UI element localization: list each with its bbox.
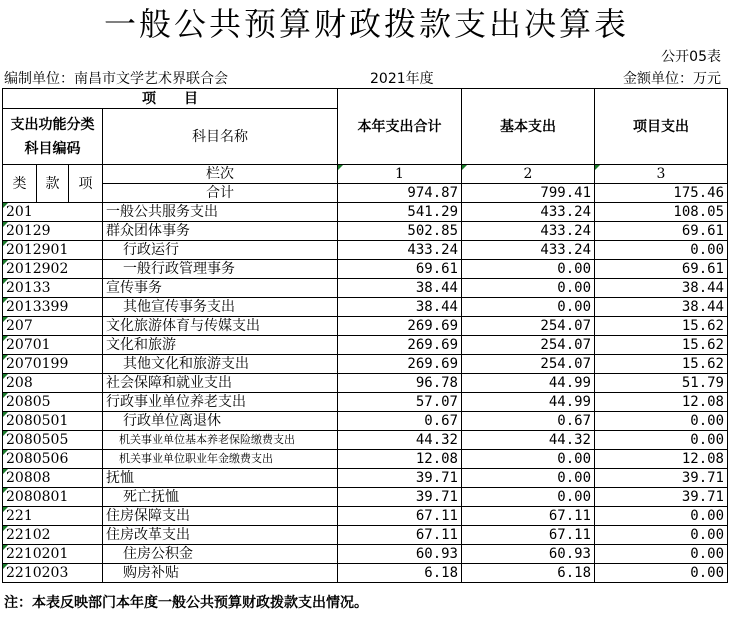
- row-code: 2070199: [3, 355, 103, 374]
- table-row: [3, 222, 728, 241]
- table-row: [3, 412, 728, 431]
- row-name: 抚恤: [103, 469, 338, 488]
- row-total: 0.67: [338, 412, 462, 431]
- row-basic: 433.24: [462, 241, 595, 260]
- row-name: 文化和旅游: [103, 336, 338, 355]
- row-total: 96.78: [338, 374, 462, 393]
- row-total: 44.32: [338, 431, 462, 450]
- row-basic: 254.07: [462, 355, 595, 374]
- header-subject: 科目名称: [103, 109, 338, 165]
- row-name: 其他文化和旅游支出: [103, 355, 338, 374]
- table-row: [3, 374, 728, 393]
- row-code: 2012902: [3, 260, 103, 279]
- table-row: [3, 545, 728, 564]
- row-total: 69.61: [338, 260, 462, 279]
- org-label: 编制单位：南昌市文学艺术界联合会: [4, 71, 228, 87]
- row-total: 6.18: [338, 564, 462, 583]
- row-total: 38.44: [338, 279, 462, 298]
- table-row: [3, 260, 728, 279]
- table-row: [3, 279, 728, 298]
- row-basic: 433.24: [462, 203, 595, 222]
- row-project: 12.08: [595, 393, 728, 412]
- row-name: 文化旅游体育与传媒支出: [103, 317, 338, 336]
- col-number-3: 3: [595, 165, 728, 184]
- row-basic: 0.67: [462, 412, 595, 431]
- row-project: 69.61: [595, 222, 728, 241]
- row-total: 269.69: [338, 317, 462, 336]
- table-row: [3, 203, 728, 222]
- row-basic: 67.11: [462, 526, 595, 545]
- row-code: 2013399: [3, 298, 103, 317]
- total-label: 合计: [103, 184, 338, 203]
- row-code: 22102: [3, 526, 103, 545]
- row-name: 其他宣传事务支出: [103, 298, 338, 317]
- row-name: 社会保障和就业支出: [103, 374, 338, 393]
- table-row: [3, 355, 728, 374]
- row-code: 20701: [3, 336, 103, 355]
- row-project: 0.00: [595, 564, 728, 583]
- row-basic: 0.00: [462, 260, 595, 279]
- row-basic: 0.00: [462, 488, 595, 507]
- row-name: 住房公积金: [103, 545, 338, 564]
- row-name: 行政运行: [103, 241, 338, 260]
- row-project: 69.61: [595, 260, 728, 279]
- row-code: 2080801: [3, 488, 103, 507]
- row-total: 433.24: [338, 241, 462, 260]
- row-basic: 0.00: [462, 279, 595, 298]
- row-project: 39.71: [595, 469, 728, 488]
- table-row: [3, 526, 728, 545]
- table-row: [3, 450, 728, 469]
- row-total: 60.93: [338, 545, 462, 564]
- row-total: 67.11: [338, 526, 462, 545]
- row-code: 207: [3, 317, 103, 336]
- header-kuan: 款: [37, 165, 69, 203]
- row-basic: 0.00: [462, 469, 595, 488]
- table-row: [3, 488, 728, 507]
- header-lei: 类: [3, 165, 37, 203]
- table-row: [3, 241, 728, 260]
- row-total: 269.69: [338, 336, 462, 355]
- row-code: 2210203: [3, 564, 103, 583]
- header-project: 项目支出: [595, 89, 728, 165]
- table-row: [3, 469, 728, 488]
- row-code: 2012901: [3, 241, 103, 260]
- row-name: 行政事业单位养老支出: [103, 393, 338, 412]
- row-project: 12.08: [595, 450, 728, 469]
- row-code: 20129: [3, 222, 103, 241]
- row-code: 2080501: [3, 412, 103, 431]
- row-total: 39.71: [338, 488, 462, 507]
- row-project: 0.00: [595, 412, 728, 431]
- row-name: 行政单位离退休: [103, 412, 338, 431]
- row-total: 39.71: [338, 469, 462, 488]
- row-project: 38.44: [595, 298, 728, 317]
- form-code: 公开05表: [661, 49, 721, 65]
- row-basic: 44.99: [462, 374, 595, 393]
- row-total: 502.85: [338, 222, 462, 241]
- row-name: 群众团体事务: [103, 222, 338, 241]
- row-basic: 6.18: [462, 564, 595, 583]
- header-item: 项 目: [3, 89, 338, 109]
- table-row: [3, 298, 728, 317]
- row-code: 20133: [3, 279, 103, 298]
- row-code: 2080506: [3, 450, 103, 469]
- row-code: 208: [3, 374, 103, 393]
- row-number-label: 栏次: [103, 165, 338, 184]
- row-project: 15.62: [595, 317, 728, 336]
- col-number-2: 2: [462, 165, 595, 184]
- header-func-code: 支出功能分类科目编码: [3, 109, 103, 165]
- table-row: [3, 431, 728, 450]
- row-code: 221: [3, 507, 103, 526]
- row-project: 0.00: [595, 545, 728, 564]
- row-project: 0.00: [595, 431, 728, 450]
- row-basic: 44.32: [462, 431, 595, 450]
- expenditure-table: [2, 88, 728, 583]
- row-basic: 44.99: [462, 393, 595, 412]
- row-name: 住房改革支出: [103, 526, 338, 545]
- row-project: 15.62: [595, 336, 728, 355]
- header-basic: 基本支出: [462, 89, 595, 165]
- header-xiang: 项: [69, 165, 103, 203]
- total-amount: 974.87: [338, 184, 462, 203]
- footnote: 注：本表反映部门本年度一般公共预算财政拨款支出情况。: [4, 595, 368, 611]
- row-name: 一般公共服务支出: [103, 203, 338, 222]
- row-project: 38.44: [595, 279, 728, 298]
- row-project: 108.05: [595, 203, 728, 222]
- row-basic: 433.24: [462, 222, 595, 241]
- col-number-1: 1: [338, 165, 462, 184]
- row-basic: 0.00: [462, 450, 595, 469]
- table-row: [3, 393, 728, 412]
- row-name: 死亡抚恤: [103, 488, 338, 507]
- row-code: 2210201: [3, 545, 103, 564]
- unit-label: 金额单位：万元: [623, 71, 721, 87]
- table-row: [3, 317, 728, 336]
- row-name: 宣传事务: [103, 279, 338, 298]
- row-name: 一般行政管理事务: [103, 260, 338, 279]
- row-project: 0.00: [595, 241, 728, 260]
- row-total: 12.08: [338, 450, 462, 469]
- table-row: [3, 336, 728, 355]
- row-name: 机关事业单位职业年金缴费支出: [103, 450, 338, 469]
- table-row: [3, 564, 728, 583]
- row-basic: 67.11: [462, 507, 595, 526]
- total-project: 175.46: [595, 184, 728, 203]
- row-total: 38.44: [338, 298, 462, 317]
- row-total: 541.29: [338, 203, 462, 222]
- table-row: [3, 507, 728, 526]
- total-basic: 799.41: [462, 184, 595, 203]
- row-project: 0.00: [595, 526, 728, 545]
- row-project: 39.71: [595, 488, 728, 507]
- row-project: 15.62: [595, 355, 728, 374]
- row-name: 机关事业单位基本养老保险缴费支出: [103, 431, 338, 450]
- row-basic: 60.93: [462, 545, 595, 564]
- row-project: 0.00: [595, 507, 728, 526]
- row-basic: 0.00: [462, 298, 595, 317]
- row-basic: 254.07: [462, 336, 595, 355]
- row-basic: 254.07: [462, 317, 595, 336]
- header-total: 本年支出合计: [338, 89, 462, 165]
- row-total: 57.07: [338, 393, 462, 412]
- row-name: 住房保障支出: [103, 507, 338, 526]
- row-code: 20805: [3, 393, 103, 412]
- row-code: 2080505: [3, 431, 103, 450]
- row-code: 201: [3, 203, 103, 222]
- row-total: 67.11: [338, 507, 462, 526]
- row-name: 购房补贴: [103, 564, 338, 583]
- row-code: 20808: [3, 469, 103, 488]
- fiscal-year: 2021年度: [370, 71, 434, 87]
- report-title: 一般公共预算财政拨款支出决算表: [103, 5, 629, 43]
- row-project: 51.79: [595, 374, 728, 393]
- row-total: 269.69: [338, 355, 462, 374]
